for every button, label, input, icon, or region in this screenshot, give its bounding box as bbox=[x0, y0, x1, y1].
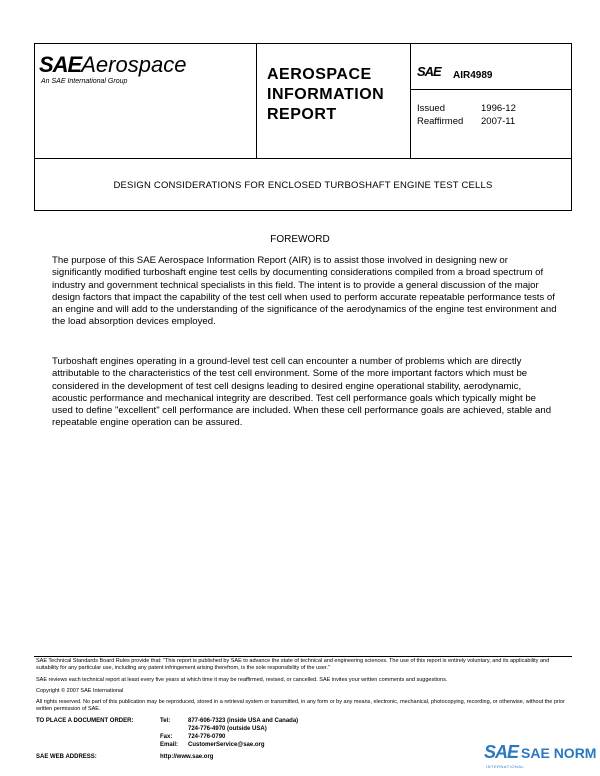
doc-type-line: INFORMATION bbox=[267, 86, 385, 103]
issued-label: Issued bbox=[417, 103, 445, 114]
footer-divider bbox=[34, 656, 572, 657]
doc-dates bbox=[417, 102, 516, 128]
watermark-sae: SAE bbox=[484, 742, 519, 762]
reaffirmed-value: 2007-11 bbox=[481, 116, 516, 127]
info-divider bbox=[411, 89, 571, 90]
reaffirmed-label: Reaffirmed bbox=[417, 116, 464, 127]
document-title: DESIGN CONSIDERATIONS FOR ENCLOSED TURBOSHAFT ENGINE TEST CELLS bbox=[113, 180, 493, 191]
doc-number: AIR4989 bbox=[453, 70, 493, 81]
email-value[interactable]: CustomerService@sae.org bbox=[188, 742, 265, 748]
email-label: Email: bbox=[160, 742, 179, 748]
sae-norm-watermark bbox=[484, 742, 596, 763]
footer-rules: SAE Technical Standards Board Rules provide that: "This report is published by SAE to advance the state of technical and engineering sciences. The use of this report is entirely voluntary, and its applicability and suitability for any particular use, including any patent infringement arising therefrom, is the sole responsibility of the user." bbox=[36, 658, 550, 671]
order-label: TO PLACE A DOCUMENT ORDER: bbox=[36, 718, 134, 724]
logo-aerospace: Aerospace bbox=[81, 52, 187, 77]
foreword-paragraph-1: The purpose of this SAE Aerospace Information Report (AIR) is to assist those involved in designing new or significantly modified turboshaft engine test cells by documenting considerations compiled from a broad spectrum of industry and government technical specialists in this field. The intent is to provide a general discussion of the major design factors that impact the capability of the test cell when used to perform accurate repeatable performance tests of an engine and will add to the understanding of the significance of the aerodynamics of the engine test environment and the load absorption devices employed. bbox=[52, 255, 557, 328]
sae-mark: SAE bbox=[417, 64, 441, 79]
tel-value: 877-606-7323 (inside USA and Canada) bbox=[188, 718, 299, 724]
foreword-paragraph-2: Turboshaft engines operating in a ground-level test cell can encounter a number of problems which are directly attributable to the characteristics of the test cell environment. Some of the more important factors which must be considered in the development of test cell designs leading to desired engine operational stability, aerodynamic, acoustic performance and mechanical integrity are described. Test cell performance goals which typically might be used to define "excellent" cell performance are included. When these cell performance goals are achieved, stable and repeatable engine operation can be assured. bbox=[52, 356, 552, 429]
web-label: SAE WEB ADDRESS: bbox=[36, 754, 97, 760]
issued-row bbox=[417, 102, 516, 115]
doc-info-cell bbox=[411, 44, 571, 158]
doc-type bbox=[267, 65, 384, 125]
tel2-value: 724-776-4970 (outside USA) bbox=[188, 726, 267, 732]
fax-value: 724-776-0790 bbox=[188, 734, 226, 740]
title-box bbox=[34, 158, 572, 211]
doc-type-line: REPORT bbox=[267, 106, 337, 123]
sae-aerospace-logo bbox=[39, 52, 186, 78]
header-box bbox=[34, 43, 572, 159]
logo-subtitle: An SAE International Group bbox=[41, 78, 128, 85]
fax-label: Fax: bbox=[160, 734, 173, 740]
logo-sae: SAE bbox=[39, 52, 82, 77]
reaffirmed-row bbox=[417, 115, 516, 128]
doc-type-line: AEROSPACE bbox=[267, 66, 372, 83]
web-link[interactable]: http://www.sae.org bbox=[160, 754, 214, 760]
tel-label: Tel: bbox=[160, 718, 171, 724]
footer-review: SAE reviews each technical report at least every five years at which time it may be reaffirmed, revised, or cancelled. SAE invites your written comments and suggestions. bbox=[36, 677, 448, 683]
footer-rights: All rights reserved. No part of this publication may be reproduced, stored in a retrieval system or transmitted, in any form or by any means, electronic, mechanical, photocopying, recording, or otherwise, without the prior written permission of SAE. bbox=[36, 699, 565, 712]
foreword-heading: FOREWORD bbox=[270, 234, 330, 245]
footer-copyright: Copyright © 2007 SAE International bbox=[36, 688, 124, 694]
watermark-subtext: INTERNATIONAL bbox=[486, 764, 525, 769]
logo-cell bbox=[35, 44, 257, 158]
doc-type-cell bbox=[257, 44, 411, 158]
issued-value: 1996-12 bbox=[481, 103, 516, 114]
watermark-text: SAE NORM bbox=[521, 745, 597, 761]
